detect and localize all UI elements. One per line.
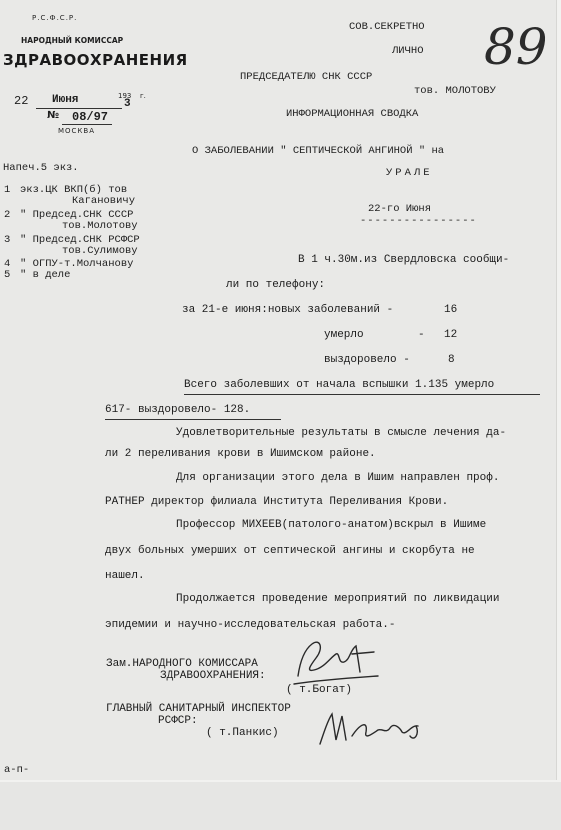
inspector-signature bbox=[316, 706, 428, 752]
stats-died: 12 bbox=[444, 329, 458, 341]
stamp-healthcare: ЗДРАВООХРАНЕНИЯ bbox=[3, 51, 188, 69]
copy-3-text: " Председ.СНК РСФСР bbox=[20, 234, 140, 246]
inspector-title-line-1: ГЛАВНЫЙ САНИТАРНЫЙ ИНСПЕКТОР bbox=[106, 703, 291, 715]
bottom-margin bbox=[0, 782, 561, 830]
total-line-2-underline bbox=[105, 419, 281, 420]
stamp-number-underline bbox=[62, 124, 112, 125]
paragraph-3-line-3: нашел. bbox=[105, 570, 145, 582]
report-date: 22-го Июня bbox=[368, 203, 432, 215]
copy-3-num: 3 bbox=[4, 234, 11, 246]
stamp-day: 22 bbox=[14, 94, 29, 108]
addressee-name: тов. МОЛОТОВУ bbox=[414, 85, 496, 97]
archive-number: 89 bbox=[484, 18, 548, 76]
paragraph-1-line-2: ли 2 переливания крови в Ишимском районе. bbox=[105, 448, 376, 460]
stamp-year-suffix: г. bbox=[140, 92, 146, 100]
stats-died-dash: - bbox=[418, 329, 425, 341]
stamp-commissariat: НАРОДНЫЙ КОМИССАР bbox=[21, 36, 124, 45]
stamp-year-prefix: 193 bbox=[118, 92, 132, 100]
copy-2-text: " Председ.СНК СССР bbox=[20, 209, 134, 221]
stamp-number: 08/97 bbox=[72, 110, 109, 124]
copy-4-text: " ОГПУ-т.Молчанову bbox=[20, 258, 134, 270]
paragraph-2-line-1: Для организации этого дела в Ишим направлен проф. bbox=[176, 472, 500, 484]
body-intro-cont: ли по телефону: bbox=[226, 279, 326, 291]
region: УРАЛЕ bbox=[386, 167, 433, 179]
stamp-number-sign: № bbox=[47, 110, 60, 121]
stamp-rsfsr: Р.С.Ф.С.Р. bbox=[32, 14, 78, 22]
copy-1-text: экз.ЦК ВКП(б) тов bbox=[20, 184, 128, 196]
deputy-name: ( т.Богат) bbox=[286, 684, 353, 696]
stamp-date-underline bbox=[36, 108, 122, 109]
paragraph-4-line-1: Продолжается проведение мероприятий по ликвидации bbox=[176, 593, 500, 605]
paragraph-4-line-2: эпидемии и научно-исследовательская работа.- bbox=[105, 619, 396, 631]
inspector-name: ( т.Панкис) bbox=[206, 727, 279, 739]
copies-header: Напеч.5 экз. bbox=[3, 162, 79, 174]
stamp-city: МОСКВА bbox=[58, 127, 95, 135]
paragraph-2-line-2: РАТНЕР директор филиала Института Переливания Крови. bbox=[105, 496, 449, 508]
stats-recovered: 8 bbox=[448, 354, 455, 366]
stats-new-cases: 16 bbox=[444, 304, 458, 316]
copy-2-num: 2 bbox=[4, 209, 11, 221]
copy-1-name: Кагановичу bbox=[72, 195, 136, 207]
stats-lead: за 21-е июня:новых заболеваний - bbox=[182, 304, 394, 316]
stats-died-label: умерло bbox=[324, 329, 364, 341]
classification-personal: ЛИЧНО bbox=[392, 45, 424, 57]
body-intro: В 1 ч.30м.из Свердловска сообщи- bbox=[298, 254, 510, 266]
inspector-title-line-2: РСФСР: bbox=[158, 715, 198, 727]
addressee-position: ПРЕДСЕДАТЕЛЮ СНК СССР bbox=[240, 71, 373, 83]
copy-3-name: тов.Сулимову bbox=[62, 245, 138, 257]
copy-4-num: 4 bbox=[4, 258, 11, 270]
classification-secret: СОВ.СЕКРЕТНО bbox=[349, 21, 425, 33]
document-subtitle: О ЗАБОЛЕВАНИИ " СЕПТИЧЕСКОЙ АНГИНОЙ " на bbox=[192, 145, 445, 157]
stats-recovered-label: выздоровело - bbox=[324, 354, 410, 366]
deputy-signature bbox=[290, 632, 382, 692]
footer-mark: а-п- bbox=[4, 764, 30, 776]
document-title: ИНФОРМАЦИОННАЯ СВОДКА bbox=[286, 108, 419, 120]
total-line-2: 617- выздоровело- 128. bbox=[105, 404, 251, 416]
copy-1-num: 1 bbox=[4, 184, 11, 196]
copy-5-text: " в деле bbox=[20, 269, 71, 281]
stamp-year-digit: 3 bbox=[124, 98, 131, 110]
paragraph-1-line-1: Удовлетворительные результаты в смысле лечения да- bbox=[176, 427, 507, 439]
report-date-dashes: ---------------- bbox=[360, 215, 477, 227]
total-line-1: Всего заболевших от начала вспышки 1.135 умерло bbox=[184, 379, 495, 391]
deputy-title-line-1: Зам.НАРОДНОГО КОМИССАРА bbox=[106, 658, 258, 670]
deputy-title-line-2: ЗДРАВООХРАНЕНИЯ: bbox=[160, 670, 266, 682]
paragraph-3-line-1: Профессор МИХЕЕВ(патолого-анатом)вскрыл в Ишиме bbox=[176, 519, 487, 531]
copy-5-num: 5 bbox=[4, 269, 11, 281]
total-line-1-underline bbox=[184, 394, 540, 395]
paragraph-3-line-2: двух больных умерших от септической ангины и скорбута не bbox=[105, 545, 475, 557]
copy-2-name: тов.Молотову bbox=[62, 220, 138, 232]
stamp-month: Июня bbox=[52, 94, 79, 106]
